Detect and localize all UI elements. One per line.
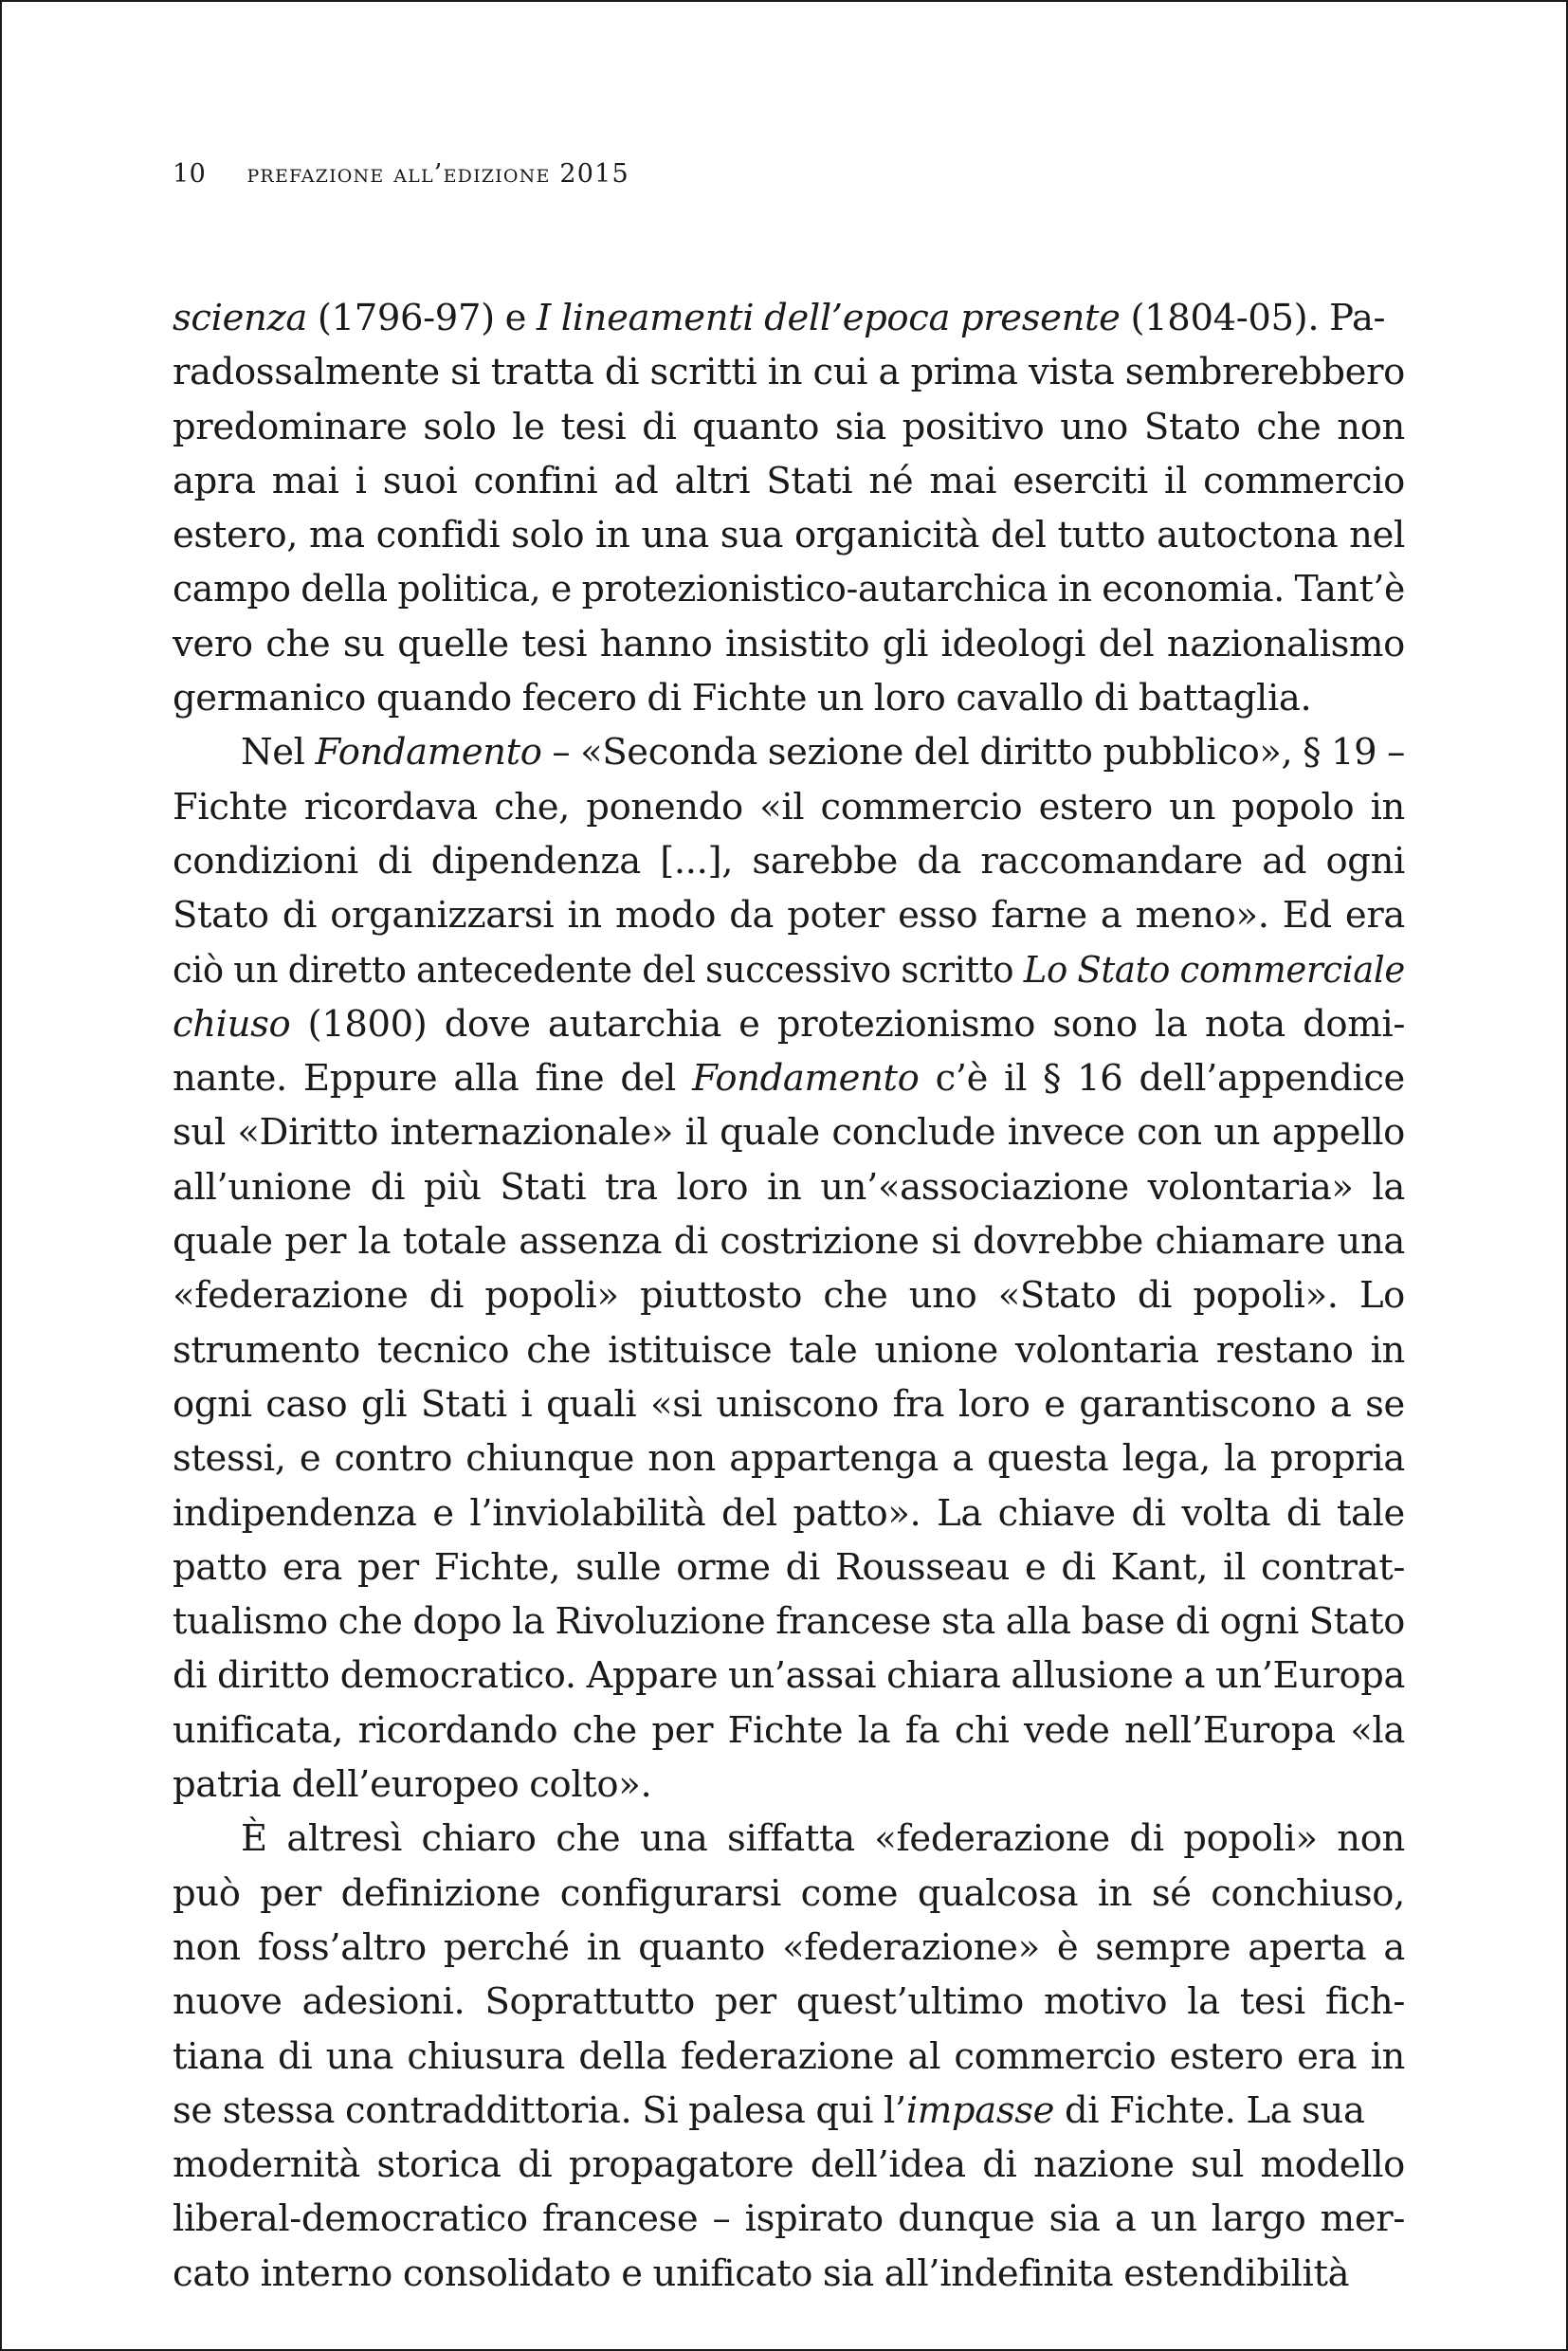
text-line	[173, 1540, 1405, 1595]
text-line	[173, 943, 1405, 997]
text-run: Nel	[241, 731, 316, 775]
text-line	[173, 1867, 1405, 1921]
text-run: indipendenza e l’inviolabilità del patto». La chiave di volta di tale	[173, 1491, 1405, 1535]
text-run: patria dell’europeo colto».	[173, 1763, 652, 1807]
text-line	[173, 2138, 1405, 2192]
text-line	[173, 1812, 1405, 1866]
text-run: condizioni di dipendenza [...], sarebbe da raccomandare ad ogni	[173, 839, 1405, 883]
text-line	[173, 1377, 1405, 1431]
italic-text: Fondamento	[692, 1057, 920, 1101]
text-run: Stato di organizzarsi in modo da poter esso farne a meno». Ed era	[173, 894, 1405, 938]
page-number: 10	[173, 159, 207, 189]
text-run: campo della politica, e protezionistico-autarchica in economia. Tant’è	[173, 568, 1406, 611]
text-run: È altresì chiaro che una siffatta «federazione di popoli» non	[241, 1817, 1405, 1861]
text-line	[173, 780, 1405, 834]
text-run: liberal-democratico francese – ispirato dunque sia a un largo mer-	[173, 2197, 1405, 2241]
italic-text: Lo Stato commerciale	[1023, 948, 1405, 992]
text-line	[173, 1160, 1405, 1214]
text-run: strumento tecnico che istituisce tale unione volontaria restano in	[173, 1328, 1405, 1372]
text-line	[173, 617, 1405, 671]
text-line	[173, 1704, 1405, 1758]
text-line	[173, 1649, 1405, 1703]
italic-text: I lineamenti dell’epoca presente	[536, 297, 1121, 339]
text-run: (1796-97) e	[307, 297, 537, 339]
text-run: stessi, e contro chiunque non appartenga a questa lega, la propria	[173, 1437, 1405, 1481]
italic-text: Fondamento	[315, 731, 542, 775]
paragraph	[173, 291, 1405, 725]
text-line	[173, 454, 1405, 508]
text-line	[173, 345, 1405, 399]
text-run: (1800) dove autarchia e protezionismo sono la nota domi-	[290, 1002, 1405, 1046]
text-line	[173, 1105, 1405, 1159]
text-line	[173, 562, 1405, 616]
text-run: all’unione di più Stati tra loro in un’«associazione volontaria» la	[173, 1165, 1405, 1209]
text-line	[173, 2247, 1405, 2301]
running-head-title: prefazione all’edizione 2015	[246, 159, 629, 189]
paragraph	[173, 725, 1405, 1812]
italic-text: scienza	[173, 297, 308, 339]
text-run: vero che su quelle tesi hanno insistito gli ideologi del nazionalismo	[173, 622, 1405, 665]
italic-text: impasse	[905, 2088, 1055, 2132]
text-line	[173, 1268, 1405, 1322]
text-run: estero, ma confidi solo in una sua organicità del tutto autoctona nel	[173, 514, 1405, 557]
text-line	[173, 671, 1405, 725]
text-line	[173, 1431, 1405, 1485]
text-run: apra mai i suoi confini ad altri Stati né mai eserciti il commercio	[173, 459, 1405, 502]
text-run: tiana di una chiusura della federazione al commercio estero era in	[173, 2034, 1405, 2078]
text-run: «federazione di popoli» piuttosto che uno «Stato di popoli». Lo	[173, 1274, 1405, 1318]
text-line	[173, 508, 1405, 562]
text-run: cato interno consolidato e unificato sia all’indefinita estendibilità	[173, 2251, 1350, 2295]
text-run: ciò un diretto antecedente del successivo scritto	[173, 948, 1024, 992]
text-run: radossalmente si tratta di scritti in cui a prima vista sembrerebbero	[173, 351, 1405, 394]
text-line	[173, 1214, 1405, 1268]
text-run: c’è il § 16 dell’appendice	[919, 1057, 1405, 1101]
text-run: sul «Diritto internazionale» il quale conclude invece con un appello	[173, 1111, 1405, 1155]
text-line	[173, 725, 1405, 779]
text-line	[173, 1323, 1405, 1377]
body-text	[173, 291, 1405, 2301]
text-line	[173, 2030, 1405, 2084]
text-line	[173, 2084, 1405, 2138]
text-run: quale per la totale assenza di costrizione si dovrebbe chiamare una	[173, 1220, 1405, 1264]
text-run: Fichte ricordava che, ponendo «il commercio estero un popolo in	[173, 785, 1405, 829]
text-run: nuove adesioni. Soprattutto per quest’ultimo motivo la tesi fich-	[173, 1980, 1405, 2024]
text-line	[173, 834, 1405, 888]
text-line	[173, 997, 1405, 1051]
text-line	[173, 1975, 1405, 2029]
paragraph	[173, 1812, 1405, 2301]
text-run: predominare solo le tesi di quanto sia positivo uno Stato che non	[173, 405, 1405, 448]
text-run: patto era per Fichte, sulle orme di Rousseau e di Kant, il contrat-	[173, 1545, 1405, 1589]
text-run: ogni caso gli Stati i quali «si uniscono fra loro e garantiscono a se	[173, 1382, 1405, 1426]
text-line	[173, 1486, 1405, 1540]
text-line	[173, 1051, 1405, 1105]
text-run: di diritto democratico. Appare un’assai chiara allusione a un’Europa	[173, 1654, 1406, 1698]
text-run: se stessa contraddittoria. Si palesa qui l’	[173, 2088, 906, 2132]
text-run: modernità storica di propagatore dell’idea di nazione sul modello	[173, 2143, 1405, 2187]
text-line	[173, 291, 1405, 345]
text-line	[173, 1921, 1405, 1975]
text-run: – «Seconda sezione del diritto pubblico», § 19 –	[541, 731, 1406, 775]
text-line	[173, 1758, 1405, 1812]
text-run: tualismo che dopo la Rivoluzione francese sta alla base di ogni Stato	[173, 1600, 1406, 1644]
text-line	[173, 2192, 1405, 2246]
text-run: può per definizione configurarsi come qualcosa in sé conchiuso,	[173, 1871, 1405, 1915]
text-line	[173, 888, 1405, 942]
running-head	[173, 159, 629, 189]
text-run: di Fichte. La sua	[1054, 2088, 1365, 2132]
text-run: unificata, ricordando che per Fichte la fa chi vede nell’Europa «la	[173, 1708, 1405, 1752]
text-line	[173, 400, 1405, 454]
text-run: non foss’altro perché in quanto «federazione» è sempre aperta a	[173, 1925, 1405, 1969]
text-run: germanico quando fecero di Fichte un loro cavallo di battaglia.	[173, 677, 1312, 720]
text-line	[173, 1595, 1405, 1649]
text-run: nante. Eppure alla fine del	[173, 1057, 693, 1101]
italic-text: chiuso	[173, 1002, 291, 1046]
text-run: (1804-05). Pa-	[1120, 297, 1386, 339]
